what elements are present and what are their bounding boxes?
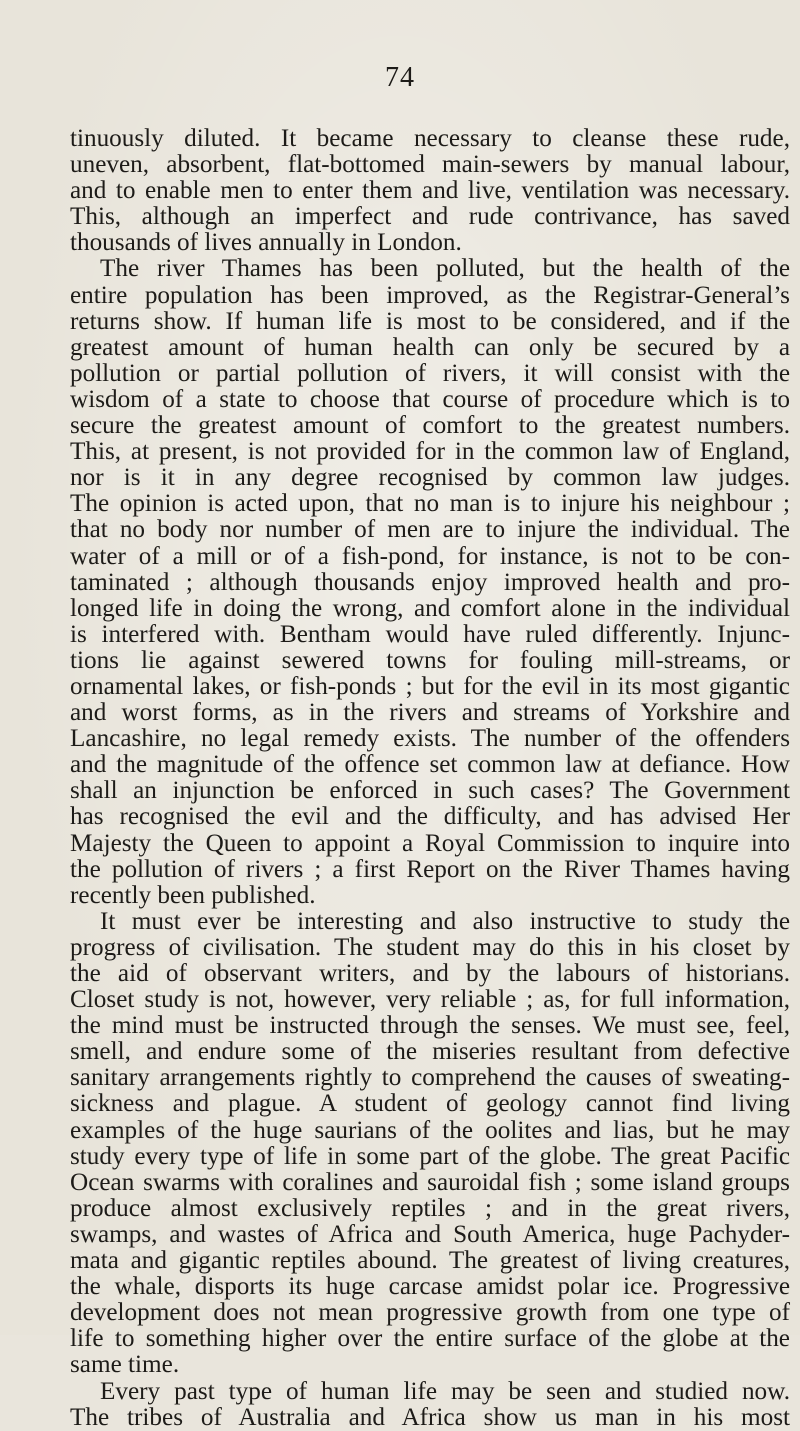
text-line: Majesty the Queen to appoint a Royal Commission to inquire into (70, 829, 790, 857)
text-line: Closet study is not, however, very reliable ; as, for full information, (70, 986, 790, 1014)
text-line: uneven, absorbent, flat-bottomed main-sewers by manual labour, (70, 151, 790, 179)
text-line: study every type of life in some part of the globe. The great Pacific (70, 1142, 790, 1170)
text-line: and the magnitude of the offence set common law at defiance. How (70, 751, 790, 779)
text-line: The tribes of Australia and Africa show us man in his most (70, 1403, 790, 1431)
text-line: is interfered with. Bentham would have ruled differently. Injunc- (70, 620, 790, 648)
text-line: produce almost exclusively reptiles ; and in the great rivers, (70, 1194, 790, 1222)
text-line: development does not mean progressive growth from one type of (70, 1299, 790, 1327)
body-text (70, 126, 790, 1431)
text-line: and worst forms, as in the rivers and streams of Yorkshire and (70, 699, 790, 727)
text-line: sickness and plague. A student of geology cannot find living (70, 1090, 790, 1118)
text-line: the pollution of rivers ; a first Report on the River Thames having (70, 855, 790, 883)
text-line: the aid of observant writers, and by the labours of historians. (70, 960, 790, 987)
text-line: This, although an imperfect and rude contrivance, has saved (70, 203, 790, 231)
text-line: returns show. If human life is most to be considered, and if the (70, 307, 790, 335)
text-line: the mind must be instructed through the senses. We must see, feel, (70, 1012, 790, 1040)
text-line: that no body nor number of men are to injure the individual. The (70, 516, 790, 544)
text-line: nor is it in any degree recognised by common law judges. (70, 464, 790, 492)
text-line: This, at present, is not provided for in the common law of England, (70, 438, 790, 466)
text-line: mata and gigantic reptiles abound. The greatest of living creatures, (70, 1247, 790, 1275)
text-line: shall an injunction be enforced in such cases? The Government (70, 777, 790, 805)
text-line: smell, and endure some of the miseries resultant from defective (70, 1038, 790, 1066)
text-line: secure the greatest amount of comfort to the greatest numbers. (70, 412, 790, 440)
text-line: Every past type of human life may be seen and studied now. (100, 1377, 790, 1405)
text-line: greatest amount of human health can only be secured by a (70, 333, 790, 361)
text-line: taminated ; although thousands enjoy improved health and pro- (70, 568, 790, 596)
text-line: recently been published. (70, 881, 316, 909)
text-line: tions lie against sewered towns for fouling mill-streams, or (70, 646, 790, 674)
text-line: life to something higher over the entire surface of the globe at the (70, 1325, 790, 1353)
text-line: entire population has been improved, as the Registrar-General’s (70, 281, 790, 309)
text-line: same time. (70, 1351, 180, 1379)
text-line: pollution or partial pollution of rivers, it will consist with the (70, 359, 790, 387)
text-line: and to enable men to enter them and live, ventilation was necessary. (70, 177, 790, 205)
text-line: water of a mill or of a fish-pond, for instance, is not to be con- (70, 542, 790, 570)
text-line: Ocean swarms with coralines and sauroidal fish ; some island groups (70, 1168, 790, 1196)
text-line: examples of the huge saurians of the oolites and lias, but he may (70, 1116, 790, 1144)
page-number: 74 (385, 62, 415, 93)
text-line: The opinion is acted upon, that no man is to injure his neighbour ; (70, 490, 790, 518)
text-line: sanitary arrangements rightly to comprehend the causes of sweating- (70, 1064, 790, 1092)
text-line: The river Thames has been polluted, but the health of the (100, 255, 790, 283)
text-line: swamps, and wastes of Africa and South America, huge Pachyder- (70, 1220, 790, 1248)
text-line: Lancashire, no legal remedy exists. The number of the offenders (70, 725, 790, 753)
text-line: the whale, disports its huge carcase amidst polar ice. Progressive (70, 1273, 790, 1301)
text-line: wisdom of a state to choose that course of procedure which is to (70, 385, 790, 413)
text-line: progress of civilisation. The student may do this in his closet by (70, 933, 790, 961)
text-line: thousands of lives annually in London. (70, 229, 462, 257)
text-line: It must ever be interesting and also instructive to study the (100, 907, 790, 935)
text-line: longed life in doing the wrong, and comfort alone in the individual (70, 594, 790, 622)
text-line: tinuously diluted. It became necessary to cleanse these rude, (70, 125, 790, 152)
text-line: ornamental lakes, or fish-ponds ; but for the evil in its most gigantic (70, 672, 790, 700)
text-line: has recognised the evil and the difficulty, and has advised Her (70, 803, 790, 831)
